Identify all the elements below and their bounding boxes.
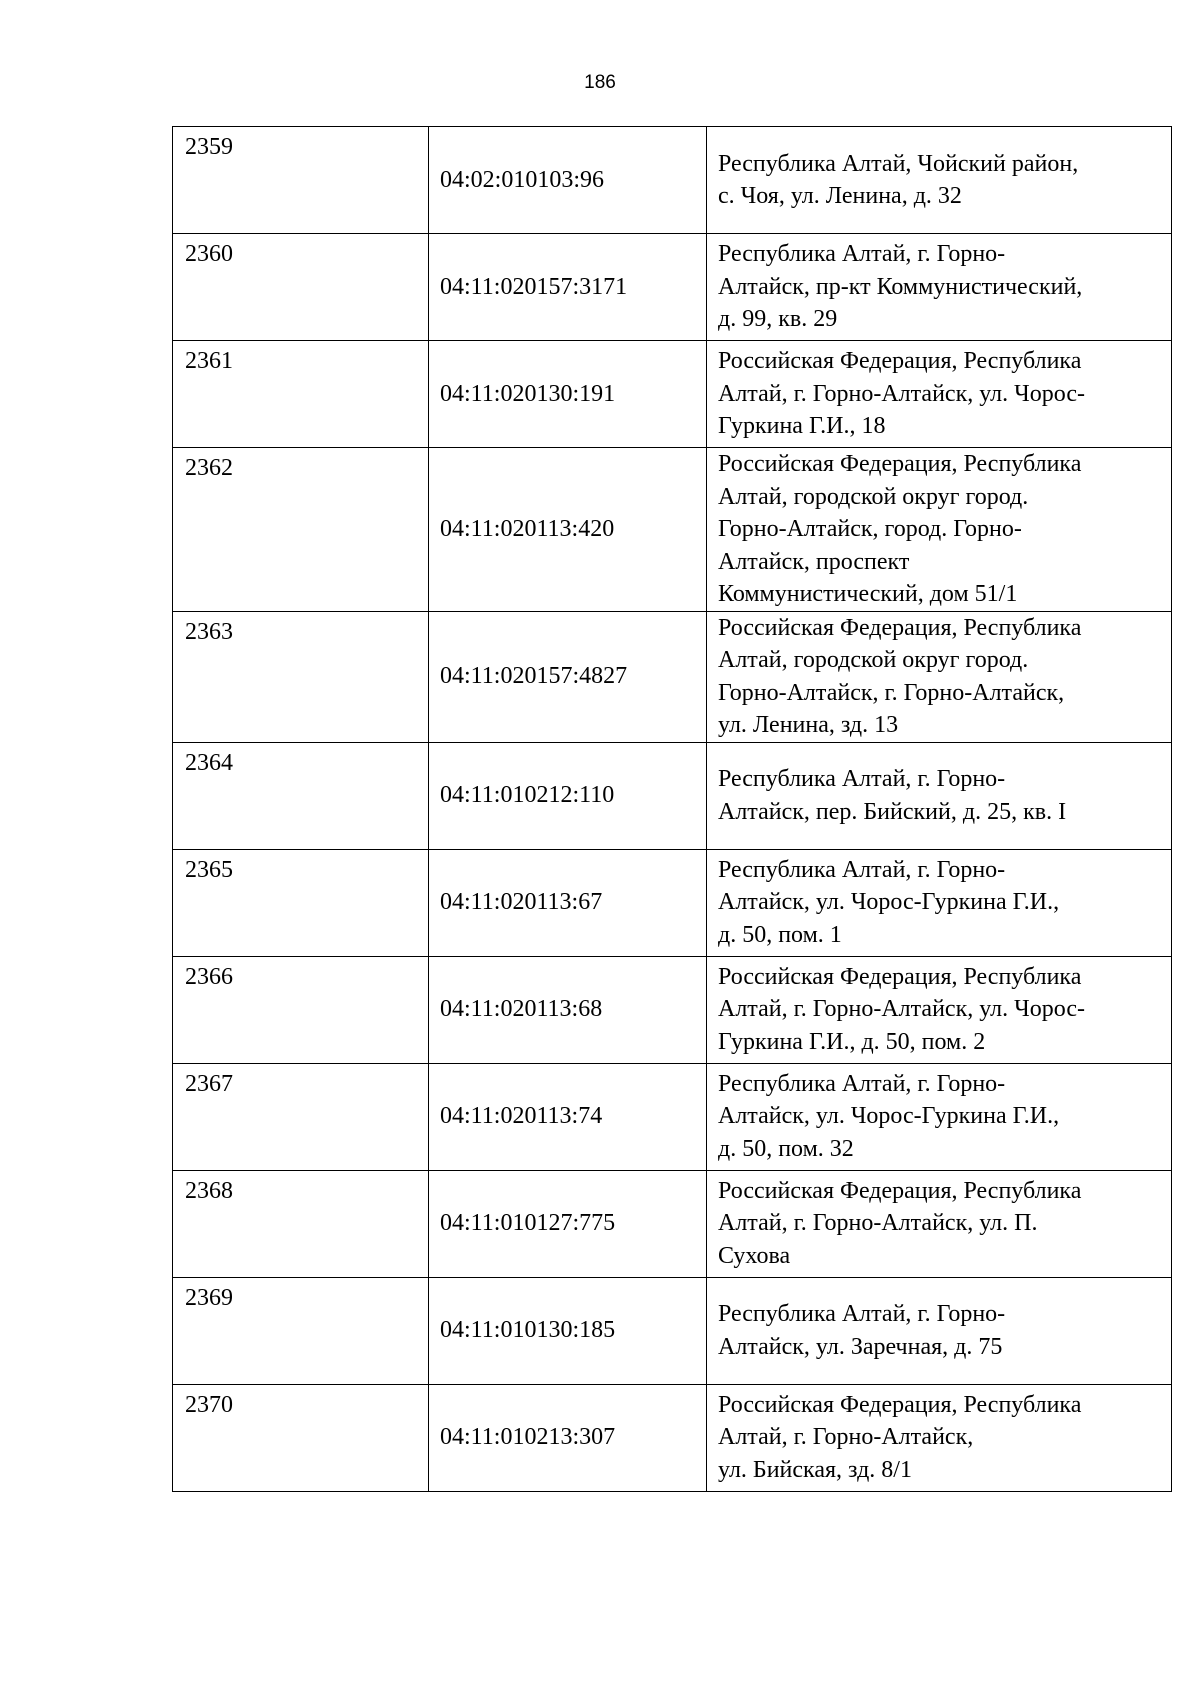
address-cell (707, 1384, 1172, 1491)
row-number-cell: 2370 (173, 1384, 429, 1491)
address-cell (707, 234, 1172, 341)
table-row (173, 849, 1172, 956)
row-number-cell: 2364 (173, 742, 429, 849)
address-text: Республика Алтай, г. Горно- Алтайск, ул. Чорос-Гуркина Г.И., д. 50, пом. 32 (718, 1070, 1060, 1162)
address-cell (707, 1170, 1172, 1277)
cadastral-number-cell: 04:11:020130:191 (429, 341, 707, 448)
address-text: Республика Алтай, г. Горно- Алтайск, пр-кт Коммунистический, д. 99, кв. 29 (718, 241, 1083, 333)
address-cell (707, 1063, 1172, 1170)
table-row (173, 1277, 1172, 1384)
address-text: Российская Федерация, Республика Алтай, г. Горно-Алтайск, ул. П. Сухова (718, 1177, 1082, 1269)
table-row (173, 1384, 1172, 1491)
table-row (173, 1170, 1172, 1277)
table-row (173, 341, 1172, 448)
registry-table (172, 126, 1172, 1492)
row-number-cell: 2365 (173, 849, 429, 956)
cadastral-number-cell: 04:11:020113:67 (429, 849, 707, 956)
row-number-cell: 2361 (173, 341, 429, 448)
cadastral-number-cell: 04:11:010127:775 (429, 1170, 707, 1277)
address-text: Республика Алтай, г. Горно- Алтайск, ул. Заречная, д. 75 (718, 1301, 1006, 1360)
table-row (173, 448, 1172, 612)
address-cell (707, 127, 1172, 234)
row-number-cell: 2363 (173, 611, 429, 742)
table-row (173, 127, 1172, 234)
address-text: Республика Алтай, Чойский район, с. Чоя, ул. Ленина, д. 32 (718, 150, 1079, 209)
row-number-cell: 2366 (173, 956, 429, 1063)
address-text: Российская Федерация, Республика Алтай, городской округ город. Горно-Алтайск, город. Горно- Алтайск, проспект Коммунистический, дом 51/1 (718, 451, 1082, 607)
cadastral-number-cell: 04:11:020157:4827 (429, 611, 707, 742)
row-number-cell: 2362 (173, 448, 429, 612)
cadastral-number-cell: 04:11:020113:68 (429, 956, 707, 1063)
page-number: 186 (584, 72, 616, 93)
table-row (173, 742, 1172, 849)
cadastral-number-cell: 04:11:010130:185 (429, 1277, 707, 1384)
row-number-cell: 2368 (173, 1170, 429, 1277)
address-cell (707, 611, 1172, 742)
cadastral-number-cell: 04:11:020113:420 (429, 448, 707, 612)
cadastral-number-cell: 04:11:010212:110 (429, 742, 707, 849)
row-number-cell: 2359 (173, 127, 429, 234)
address-cell (707, 956, 1172, 1063)
address-cell (707, 849, 1172, 956)
row-number-cell: 2360 (173, 234, 429, 341)
cadastral-number-cell: 04:02:010103:96 (429, 127, 707, 234)
cadastral-number-cell: 04:11:020113:74 (429, 1063, 707, 1170)
address-text: Республика Алтай, г. Горно- Алтайск, ул. Чорос-Гуркина Г.И., д. 50, пом. 1 (718, 856, 1060, 948)
row-number-cell: 2367 (173, 1063, 429, 1170)
table-row (173, 611, 1172, 742)
table-row (173, 1063, 1172, 1170)
table-row (173, 234, 1172, 341)
address-text: Российская Федерация, Республика Алтай, городской округ город. Горно-Алтайск, г. Горно-Алтайск, ул. Ленина, зд. 13 (718, 614, 1082, 738)
cadastral-number-cell: 04:11:010213:307 (429, 1384, 707, 1491)
address-text: Российская Федерация, Республика Алтай, г. Горно-Алтайск, ул. Чорос- Гуркина Г.И., д. 50, пом. 2 (718, 963, 1085, 1055)
address-text: Российская Федерация, Республика Алтай, г. Горно-Алтайск, ул. Чорос- Гуркина Г.И., 18 (718, 348, 1085, 440)
cadastral-number-cell: 04:11:020157:3171 (429, 234, 707, 341)
address-text: Республика Алтай, г. Горно- Алтайск, пер. Бийский, д. 25, кв. I (718, 766, 1067, 825)
row-number-cell: 2369 (173, 1277, 429, 1384)
address-text: Российская Федерация, Республика Алтай, г. Горно-Алтайск, ул. Бийская, зд. 8/1 (718, 1391, 1082, 1483)
address-cell (707, 448, 1172, 612)
address-cell (707, 1277, 1172, 1384)
table-row (173, 956, 1172, 1063)
address-cell (707, 341, 1172, 448)
address-cell (707, 742, 1172, 849)
